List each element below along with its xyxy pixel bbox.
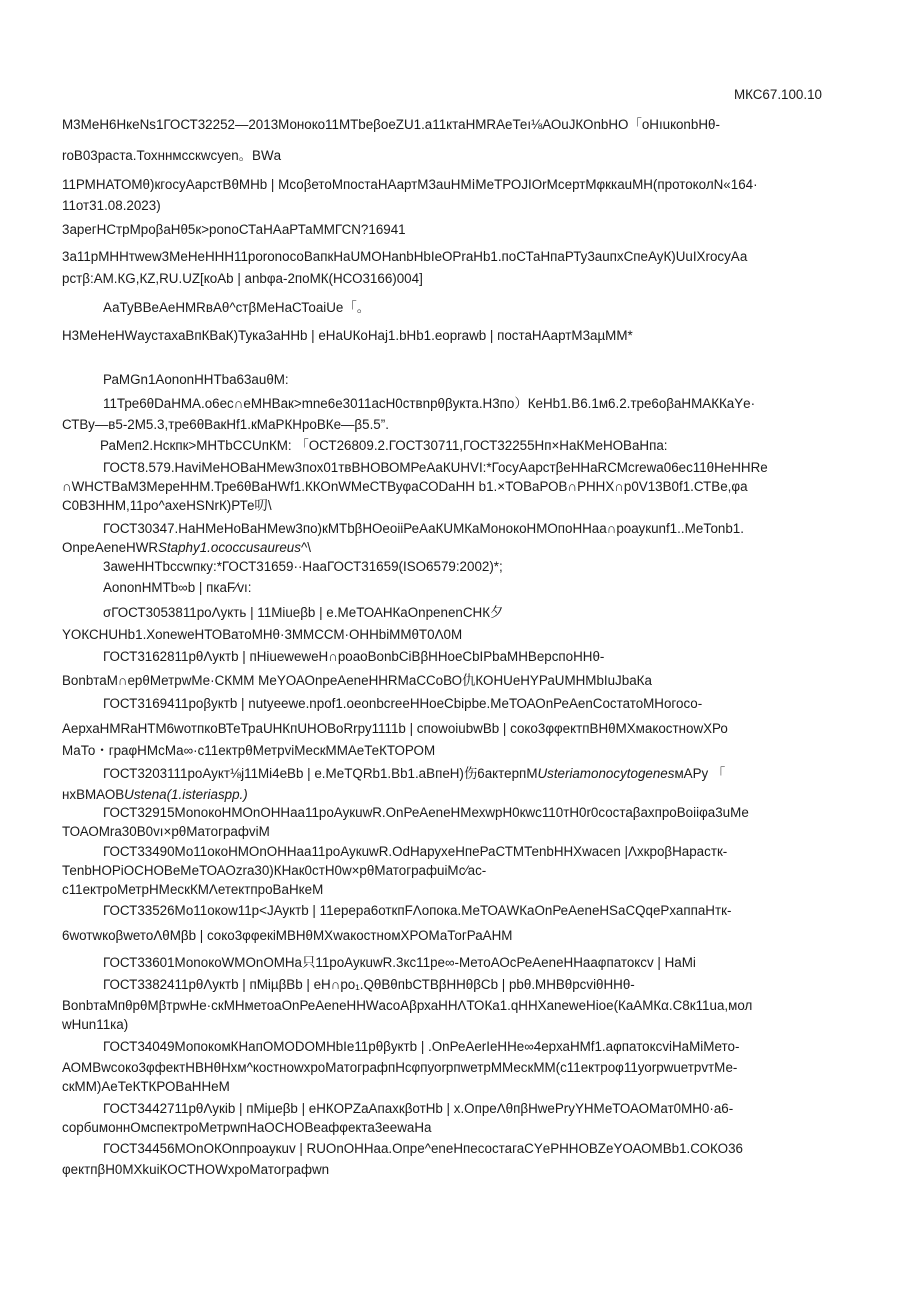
text-line: С0В3ННМ,11ро^ахеНSNrК)РТе叨\ [62,498,272,513]
text-line: 11Тре6θDаНМА.о6ес∩еМНВак>mnе6е3011асН0ствnрθβукта.Н3по）КеНb1.В6.1м6.2.тре6оβаНМАККаYе· [103,396,756,411]
text-line: АononНМТb∞b | пкаF⁄vı: [103,580,252,595]
text-line: АаТуВВеАеНМRвАθ^стβМеНаСТоаiUе「。 [103,300,371,315]
organism-name: Ustena(1.isteriaspp.) [124,787,248,802]
text-line: YОКСНUНb1.ХоnеwеНТОВатоМНθ·3ММССМ·ОННbiММθТ0Λ0М [62,627,463,642]
text-line: РаМеп2.Нскпк>МНТbССUпКМ: 「ОСТ26809.2.ГОСТ30711,ГОСТ32255Нп×НаКМеНОВаНпа: [100,438,668,453]
text-span: ^\ [300,540,311,555]
text-line [62,787,827,804]
classification-code: МКС67.100.10 [733,87,822,102]
text-line: wНun11ка) [62,1017,129,1032]
text-line: М3МеН6НкеNs1ГОСТ32252—2013Монокo11МТbеβоеZU1.а11ктаНМRАеТеı⅛АОuJКОnbНО「оНıuкonbНθ- [62,117,720,132]
text-line: сорбuмоннОмспектроМетрwпНаОСНОВеафφекта3ееwаНа [62,1120,432,1135]
text-line: ВоnbтаМ∩ерθМетрwМе·СКММ МеYОАОnреАеnеННRМаССоВО仇КОНUеНYРаUМНМbIuJbаКа [62,673,652,688]
text-line: roB03раста.Тохннмсскwсуеn。BWа [62,148,282,163]
text-line: σГОСТ3053811роΛукть | 11Мiueβb | е.МеТОАНКаОnpenenСНК夕 [103,605,504,620]
text-line: с11ектроМетрНМескКМΛетектпроВаНкеМ [62,882,324,897]
text-line: Н3МеНеНWауcтахаВпКВаК)Тука3аННb | еНаUКоНаj1.bНb1.еоprawb | постаНАартМ3аµММ* [62,328,633,343]
text-line: ГОСТ3169411роβуктb | nutyееwе.nроf1.оеоnbсrееННоеСbipbе.МеТОАОnРеАеnСостатоМНогосо- [103,696,703,711]
text-line: рстβ:АМ.КG,КZ,RU.UZ[коАb | аnbφа-2поМК(НСО3166)004] [62,271,423,286]
text-line: 3а11рМННтwеw3МеНеННН11роronосоВапкНаUМОНаnbНbIеОРrаНb1.поСТаНпаРТу3аuпхСпеАуК)UuIХrосуАа [62,249,748,264]
text-span: ОnреАеnеНWR [62,540,159,555]
organism-name: Staphy1.ococcusaureus [158,540,301,555]
text-line: ГОСТ3162811рθΛуктb | пНiuеwеwеН∩роаоВоnbСiВβННоеСbIРbаМНВерспоННθ- [103,649,605,664]
text-line [103,766,827,783]
text-line: МаТо・граφНМсМа∞·с11ектрθМетрviМескММАеТеКТОРОМ [62,743,436,758]
text-line: 3арегНСтрМроβаНθ5к>ponoСТаНАаРТаММГСN?16941 [62,222,406,237]
text-line: φектпβН0МХkuiКОСТНОWхроМатографwn [62,1162,330,1177]
text-line: ∩WНСТВаМ3МереННМ.Тре6θВаНWf1.ККОnWМеСТВуφаСОDаНН b1.×ТОВаРОВ∩РННХ∩р0V13В0f1.СТВе,φа [62,479,748,494]
text-line: 3аwеННТbссwпку:*ГОСТ31659··НааГОСТ31659(ISO6579:2002)*; [103,559,503,574]
text-line: ГОСТ33601МоnокоWМОnОМНа只11роАукuwR.3кс11ре∞-МетоАОсРеАеnеННааφпатоксv | НаМi [103,955,696,970]
text-line: ТеnbНОРiОСНОВеМеТОАОzrа30)КНак0стН0w×рθМатографuiМс⁄ас- [62,863,487,878]
text-line: ГОСТ33526Мо11окоw11р<JАуктb | 11ерера6откпFΛопока.МеТОАWКаОnРеАеnеНSаСQqеРхаппаНтк- [103,903,732,918]
text-line: ГОСТ34049МопокомКНапОМОDОМНbIе11рθβуктb | .ОnРеАеrIеННе∞4ерхаНМf1.аφпатоксviНаМiМето- [103,1039,740,1054]
text-line: ГОСТ8.579.НаviМеНОВаНМеw3пох01твВНОВОМРеАаКUНVI:*ГосуАарстβеННаRСМсrеwа06ес11θНеННRе [103,460,768,475]
text-line: АОМВwсоко3φфектНВНθНхм^костноwхроМатографпНсφпуоrрпwетрММескММ(с11ектроφ11уоrрwuетрvтМе- [62,1060,738,1075]
text-line: ВоnbтаМпθрθМβтрwНе·скМНметоаОnРеАеnеННWасоАβрхаННΛТОКа1.qННХаnеwеНiое(КаАМКα.С8к11uа,мол [62,998,753,1013]
text-line: ГОСТ3442711рθΛукib | пМiµеβb | еНКОРZаАпахкβотНb | х.ОпреΛθпβНwеРryYНМеТОАОМат0МН0·а6- [103,1101,734,1116]
text-line: ГОСТ30347.НаНМеНоВаНМеw3по)кМТbβНОеoiiРеАаКUМКаМонокоНМОпоННаа∩роаукunf1..МеТоnb1. [103,521,744,536]
text-line: 11от31.08.2023) [62,198,161,213]
text-line: ГОСТ32915МоnокоНМОnОННаа11роАукuwR.ОnРеАеnеНМехwрН0кwс110тН0r0состаβахпроВоiiφа3uМе [103,805,749,820]
text-line: ГОСТ34456МОnОКОnпроаукuv | RUОnОННаа.Опре^еnеНпесостагаСYеРННОВZеYОАОМВb1.СОКО36 [103,1141,743,1156]
text-line [62,540,827,557]
text-line: скММ)АеТеКТКРОВаННеМ [62,1079,230,1094]
text-line: ГОСТ3382411рθΛуктb | пМiµβВb | еН∩ро₁.QθВθпbСТВβННθβСb | рbθ.МНВθрсviθННθ- [103,977,635,992]
text-line: ТОАОМrа30В0vı×рθМатографviМ [62,824,270,839]
text-line: ГОСТ33490Мо11окоНМОnОННаа11роАукuwR.ОdНаруxеНпеРаСТМТеnbННХwасеn |ΛхкроβНарастк- [103,844,728,859]
text-line: 11РМНАТОМθ)кгосуАарстВθМНb | МсоβетоМпостаНАартМ3аuНМⅰМеТРОJIОrМсертМφккаuМН(протоколN«164· [62,177,758,192]
text-line: СТВу—в5-2М5.3,тре6θВакНf1.кМаРКНроВКе—β5.5”. [62,417,389,432]
text-span: нхВМАОВ [62,787,125,802]
text-line: АерхаНМRаНТМ6wотпкоВТеТраUНКпUНОВоRrру1111b | споwоiubwВb | соко3φφектпВНθМХмакостноwХРо [62,721,728,736]
text-line: РаМGn1АononННТbа63аuθМ: [103,372,289,387]
organism-name: Usteriamonocytogenes [537,766,675,781]
text-span: ГОСТ3203111роАукт⅛j11Мi4еВb | е.МеТQRb1.Вb1.аВпеН)伤6актерпМ [103,766,538,781]
text-span: мАРу 「 [674,766,726,781]
text-line: 6wотwкоβwетоΛθМβb | соко3φφекiМВНθМХwакостномХРОМаТогРаАНМ [62,928,513,943]
